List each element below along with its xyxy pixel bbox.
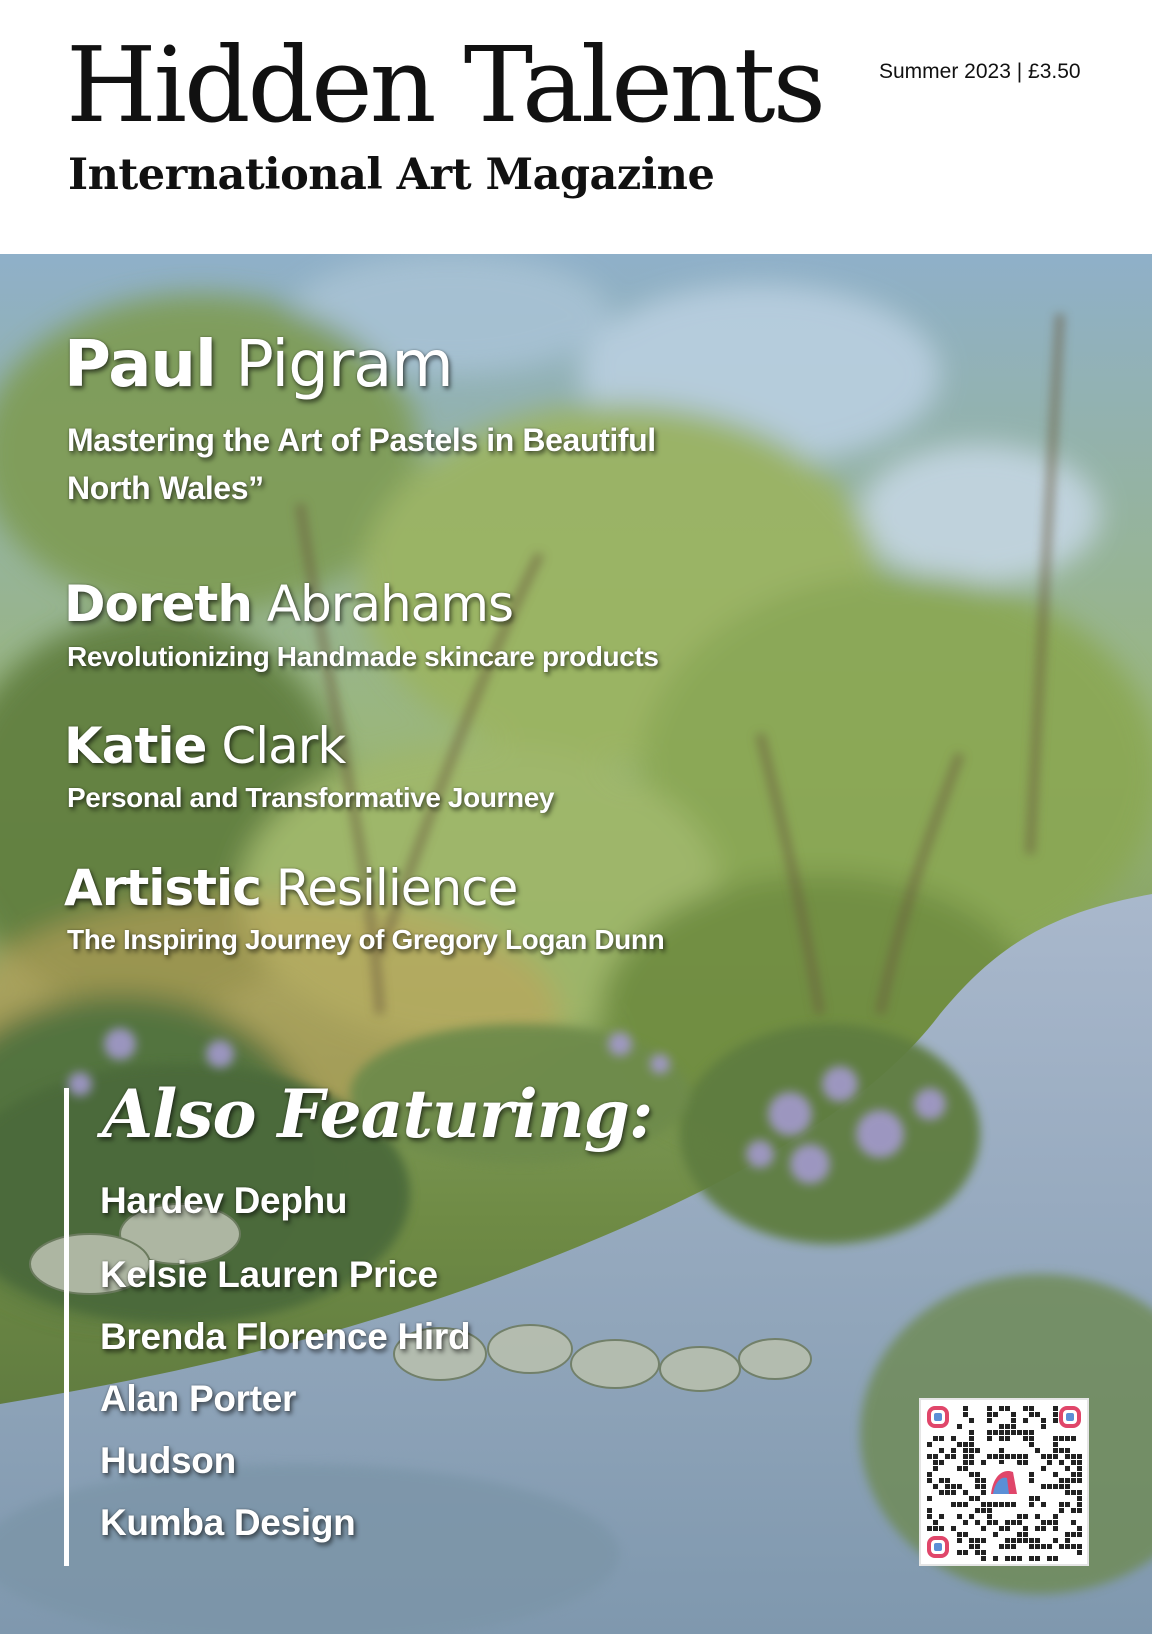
deck-line-1: Mastering the Art of Pastels in Beautiful	[67, 422, 656, 458]
featured-artist: Brenda Florence Hird	[100, 1316, 471, 1357]
qr-code-icon[interactable]	[919, 1398, 1089, 1566]
headline-bold: Doreth	[64, 575, 252, 633]
headline-light: Clark	[206, 717, 346, 775]
featured-artist: Kelsie Lauren Price	[100, 1254, 438, 1295]
headline-light: Pigram	[215, 328, 453, 402]
also-featuring-title: Also Featuring:	[102, 1075, 653, 1153]
magazine-subtitle: International Art Magazine	[68, 150, 715, 200]
featured-artist: Hudson	[100, 1440, 236, 1481]
cover-headline-katie-clark	[64, 717, 346, 775]
cover-deck-katie-clark: Personal and Transformative Journey	[67, 782, 555, 813]
featured-artist: Hardev Dephu	[100, 1180, 348, 1221]
magazine-title: Hidden Talents	[66, 24, 823, 146]
deck-line-2: North Wales”	[67, 470, 264, 506]
cover-deck-doreth-abrahams: Revolutionizing Handmade skincare products	[67, 641, 659, 672]
headline-light: Abrahams	[251, 575, 514, 633]
cover-deck-paul-pigram	[67, 416, 656, 512]
masthead	[0, 0, 1152, 254]
cover-deck-artistic-resilience: The Inspiring Journey of Gregory Logan Dunn	[67, 924, 665, 955]
headline-light: Resilience	[260, 859, 518, 917]
cover-headline-paul-pigram	[64, 328, 453, 402]
headline-bold: Katie	[64, 717, 207, 775]
qr-pattern	[921, 1400, 1087, 1564]
issue-price: Summer 2023 | £3.50	[879, 60, 1081, 83]
cover-headline-artistic-resilience	[64, 859, 518, 917]
headline-bold: Paul	[64, 328, 216, 402]
featured-artist: Kumba Design	[100, 1502, 356, 1543]
cover-headline-doreth-abrahams	[64, 575, 514, 633]
headline-bold: Artistic	[64, 859, 261, 917]
featuring-divider	[64, 1088, 69, 1566]
featured-artist: Alan Porter	[100, 1378, 297, 1419]
